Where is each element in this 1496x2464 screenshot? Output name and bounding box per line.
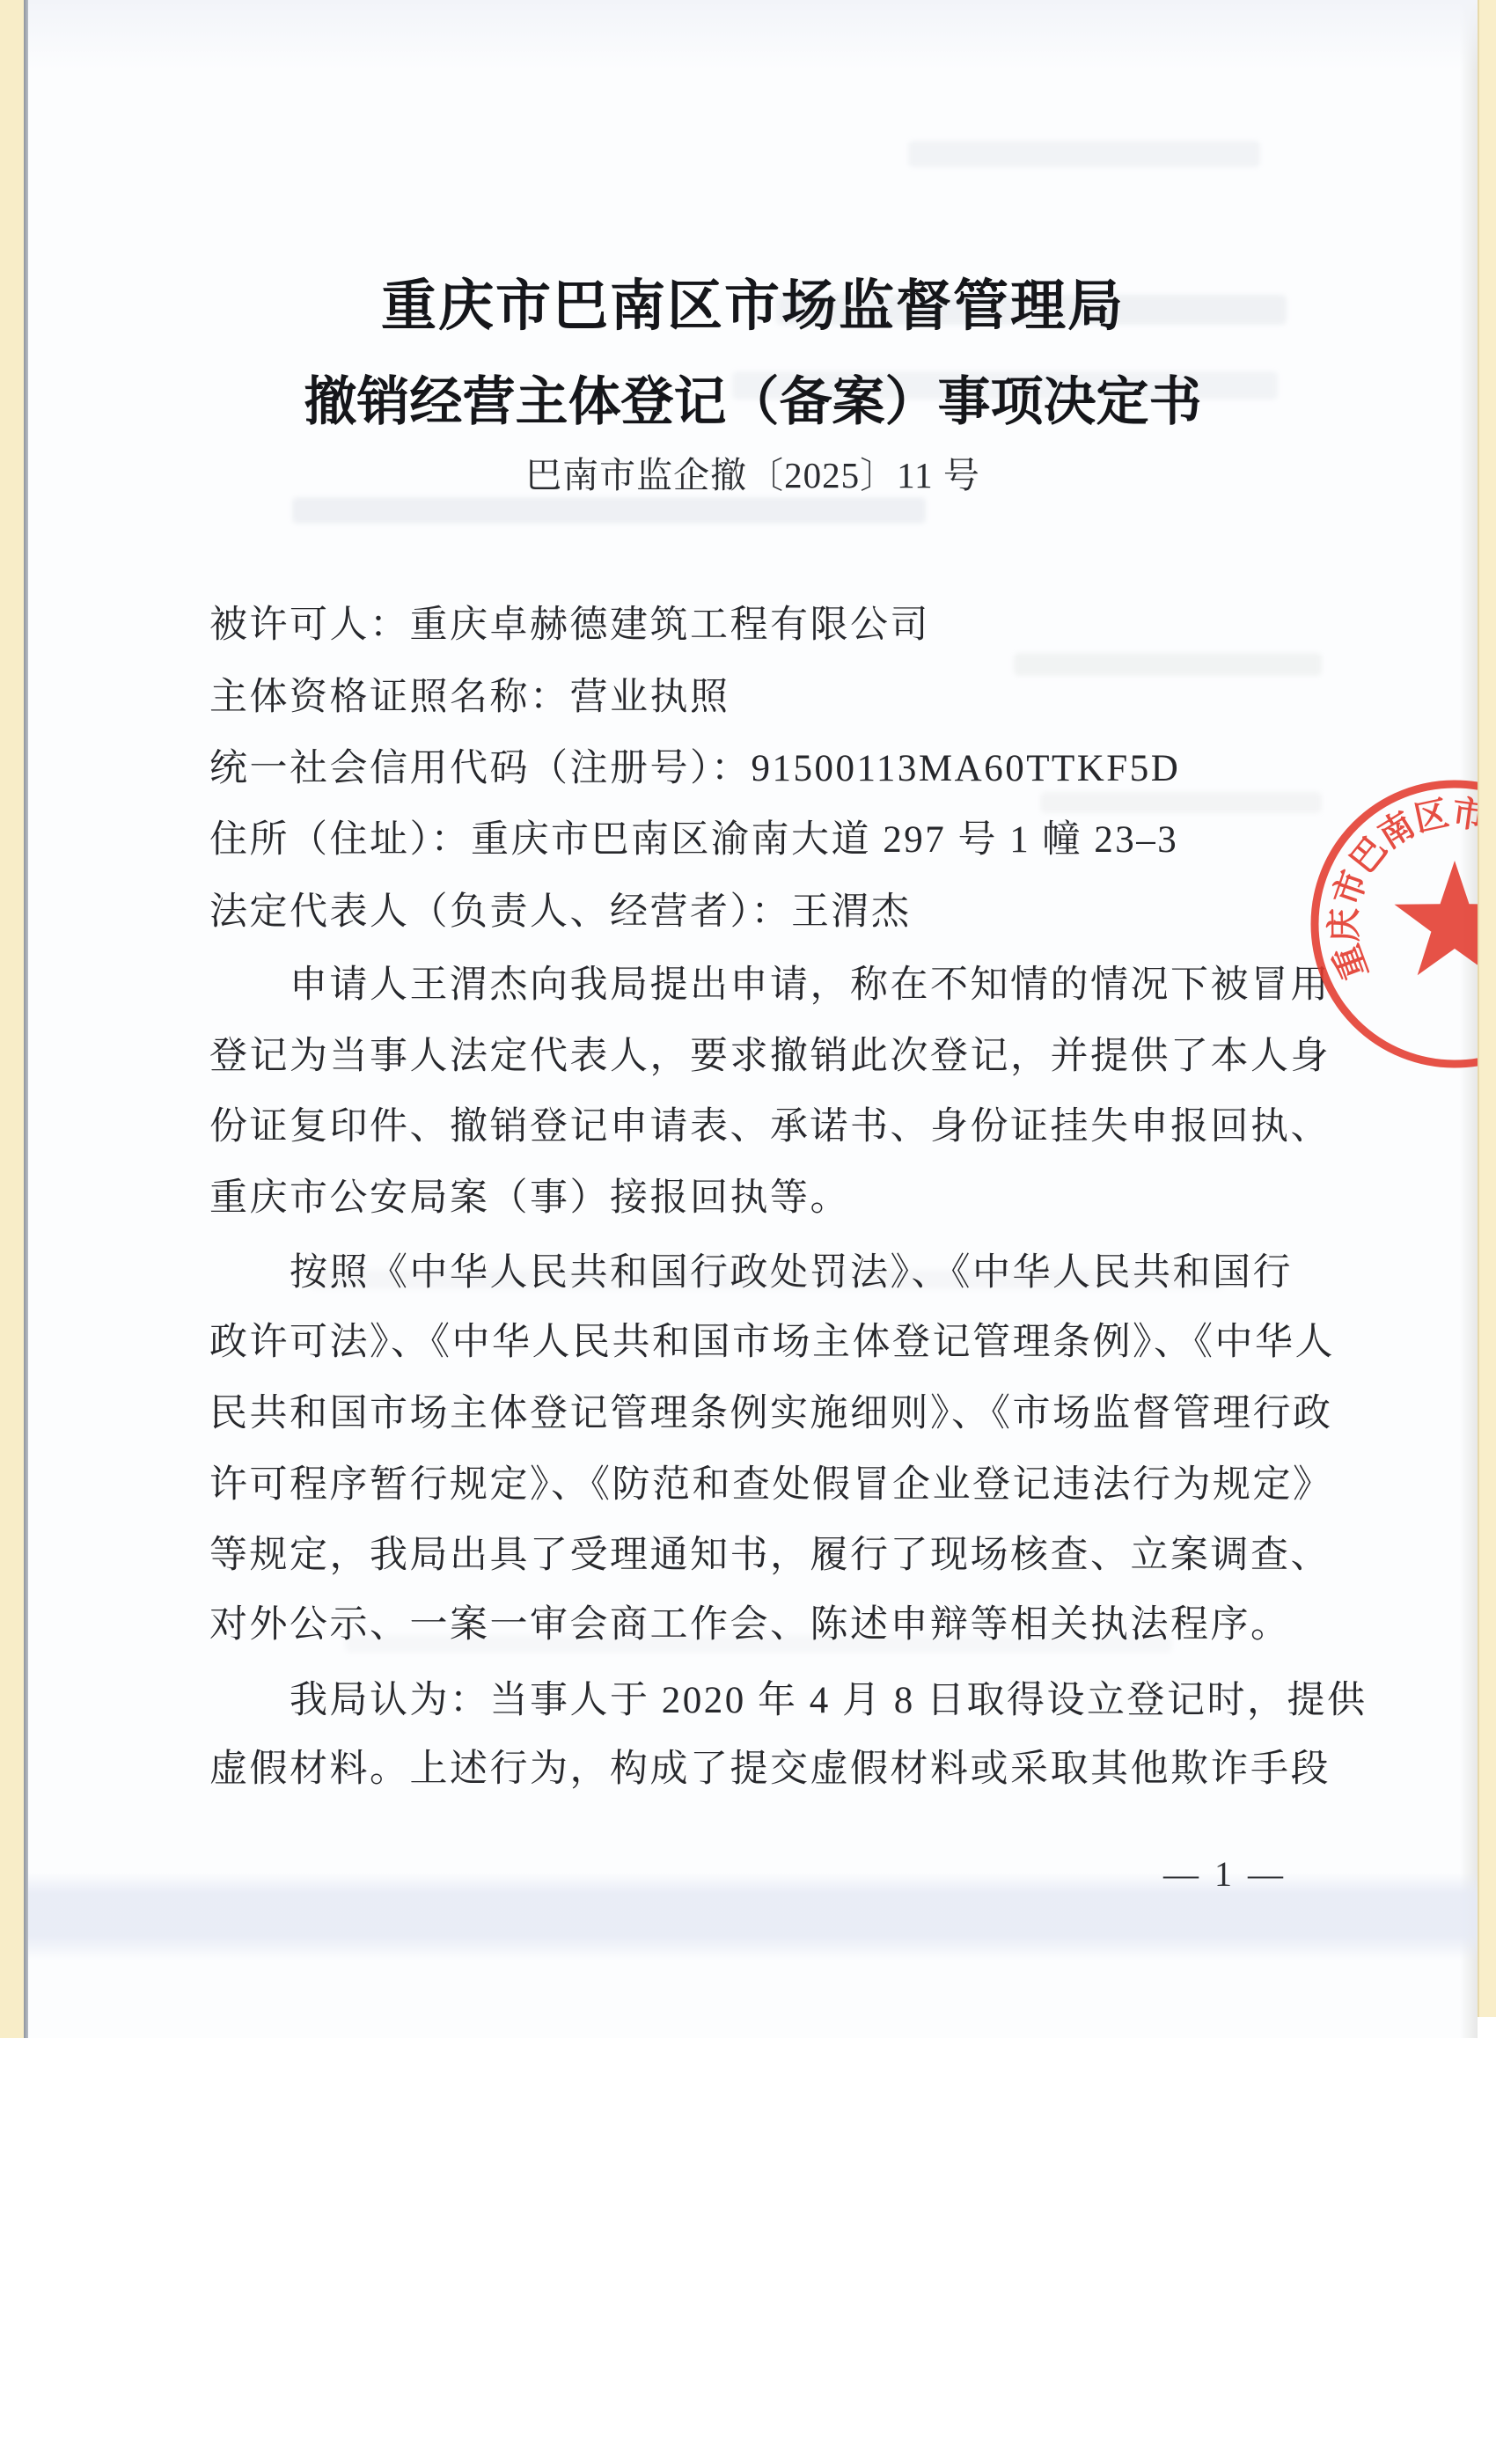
body-line: 等规定，我局出具了受理通知书，履行了现场核查、立案调查、 [209, 1535, 1331, 1576]
scanner-backing-left [0, 0, 25, 2038]
bleed-through-smudge [1014, 653, 1322, 676]
paper-sheet [28, 0, 1490, 2038]
body-line: 份证复印件、撤销登记申请表、承诺书、身份证挂失申报回执、 [209, 1106, 1331, 1148]
official-seal-stamp [1270, 739, 1490, 1109]
scanner-backing-right [1478, 0, 1496, 2017]
body-line: 许可程序暂行规定》、《防范和查处假冒企业登记违法行为规定》 [209, 1464, 1333, 1506]
body-line: 政许可法》、《中华人民共和国市场主体登记管理条例》、《中华人 [209, 1322, 1335, 1363]
body-line: 对外公示、一案一审会商工作会、陈述申辩等相关执法程序。 [209, 1604, 1291, 1646]
seal-arc-text: 重庆市巴南区市 [1324, 793, 1490, 985]
body-line: 主体资格证照名称：营业执照 [209, 677, 730, 718]
body-line: 虚假材料。上述行为，构成了提交虚假材料或采取其他欺诈手段 [209, 1749, 1331, 1790]
page-number: — 1 — [1163, 1854, 1287, 1894]
body-line: 民共和国市场主体登记管理条例实施细则》、《市场监督管理行政 [209, 1393, 1333, 1434]
document-number: 巴南市监企撤〔2025〕11 号 [525, 455, 980, 495]
document-title-line-1: 重庆市巴南区市场监督管理局 [381, 275, 1125, 337]
document-title-line-2: 撤销经营主体登记（备案）事项决定书 [304, 372, 1202, 431]
body-line: 住所（住址）：重庆市巴南区渝南大道 297 号 1 幢 23–3 [209, 819, 1179, 861]
body-line: 申请人王渭杰向我局提出申请，称在不知情的情况下被冒用 [290, 964, 1331, 1006]
bleed-through-smudge [908, 141, 1260, 167]
body-line: 我局认为：当事人于 2020 年 4 月 8 日取得设立登记时，提供 [290, 1680, 1368, 1721]
body-line: 法定代表人（负责人、经营者）：王渭杰 [209, 891, 912, 933]
body-line: 被许可人：重庆卓赫德建筑工程有限公司 [209, 605, 930, 646]
body-line: 重庆市公安局案（事）接报回执等。 [209, 1177, 850, 1219]
seal-star-icon [1395, 861, 1478, 975]
body-line: 登记为当事人法定代表人，要求撤销此次登记，并提供了本人身 [209, 1036, 1331, 1077]
bleed-through-smudge [292, 497, 926, 524]
body-line: 按照《中华人民共和国行政处罚法》、《中华人民共和国行 [290, 1252, 1293, 1294]
body-line: 统一社会信用代码（注册号）：91500113MA60TTKF5D [209, 748, 1181, 789]
